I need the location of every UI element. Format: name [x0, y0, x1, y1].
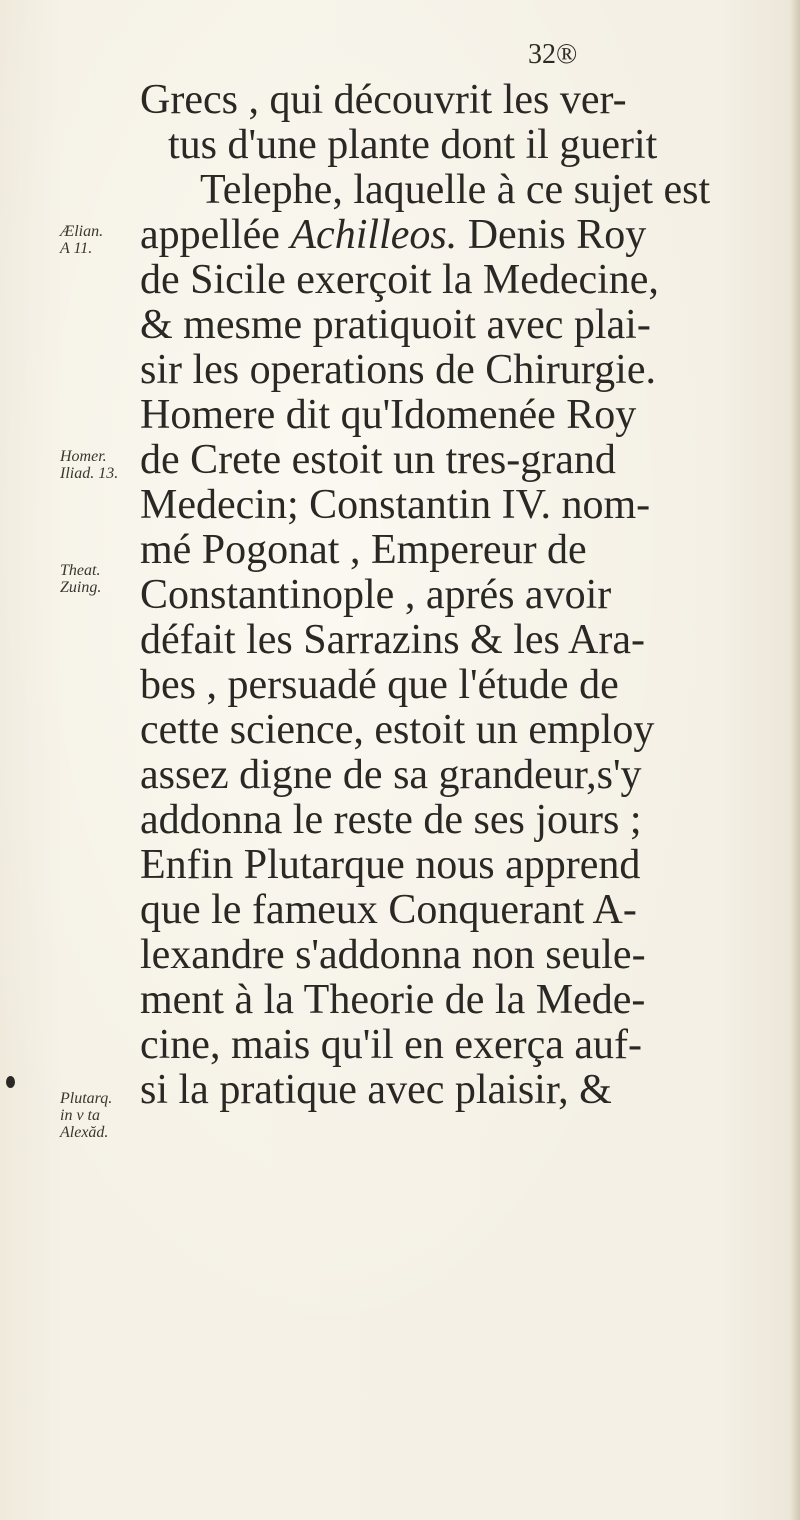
- italic-term: Achilleos.: [290, 212, 458, 258]
- text-line: défait les Sarrazins & les Ara-: [140, 617, 645, 663]
- margin-note-line: Theat.: [60, 562, 101, 579]
- body-text: [140, 78, 780, 1113]
- margin-note-theat: [60, 562, 101, 596]
- text-line: tus d'une plante dont il guerit: [168, 122, 658, 168]
- text-line: Grecs , qui découvrit les ver-: [140, 77, 627, 123]
- text-line: & mesme pratiquoit avec plai-: [140, 302, 651, 348]
- text-line: bes , persuadé que l'étude de: [140, 662, 619, 708]
- text-line: lexandre s'addonna non seule-: [140, 932, 646, 978]
- text-line: Medecin; Constantin IV. nom-: [140, 482, 651, 528]
- text-fragment: Denis Roy: [457, 212, 647, 258]
- margin-note-line: Ælian.: [60, 223, 104, 240]
- page-number: 32®: [528, 39, 578, 70]
- margin-note-line: Alexăd.: [60, 1124, 109, 1141]
- margin-note-homer: [60, 448, 118, 482]
- text-line: Constantinople , aprés avoir: [140, 572, 612, 618]
- text-line: assez digne de sa grandeur,s'y: [140, 752, 642, 798]
- margin-note-line: in v ta: [60, 1107, 100, 1124]
- text-line: Enfin Plutarque nous apprend: [140, 842, 641, 888]
- text-line: [140, 213, 780, 258]
- margin-note-line: Plutarq.: [60, 1090, 113, 1107]
- text-fragment: appellée: [140, 212, 291, 258]
- ink-blot-mark: [6, 1076, 15, 1088]
- text-line: mé Pogonat , Empereur de: [140, 527, 587, 573]
- text-line: que le fameux Conquerant A-: [140, 887, 637, 933]
- text-line: Telephe, laquelle à ce sujet est: [200, 167, 711, 213]
- text-line: cine, mais qu'il en exerça auf-: [140, 1022, 642, 1068]
- page-edge-shadow: [790, 0, 800, 1520]
- text-line: addonna le reste de ses jours ;: [140, 797, 642, 843]
- margin-note-plutarq: [60, 1090, 112, 1141]
- text-line: de Crete estoit un tres-grand: [140, 437, 616, 483]
- margin-note-line: Iliad. 13.: [60, 465, 119, 482]
- margin-note-line: Zuing.: [60, 579, 102, 596]
- text-line: ment à la Theorie de la Mede-: [140, 977, 646, 1023]
- text-line: sir les operations de Chirurgie.: [140, 347, 656, 393]
- margin-note-line: Homer.: [60, 448, 107, 465]
- text-line: Homere dit qu'Idomenée Roy: [140, 392, 637, 438]
- text-line: de Sicile exerçoit la Medecine,: [140, 257, 659, 303]
- text-line: cette science, estoit un employ: [140, 707, 655, 753]
- margin-note-line: A 11.: [60, 240, 93, 257]
- text-line: si la pratique avec plaisir, &: [140, 1067, 612, 1113]
- margin-note-aelian: [60, 223, 103, 257]
